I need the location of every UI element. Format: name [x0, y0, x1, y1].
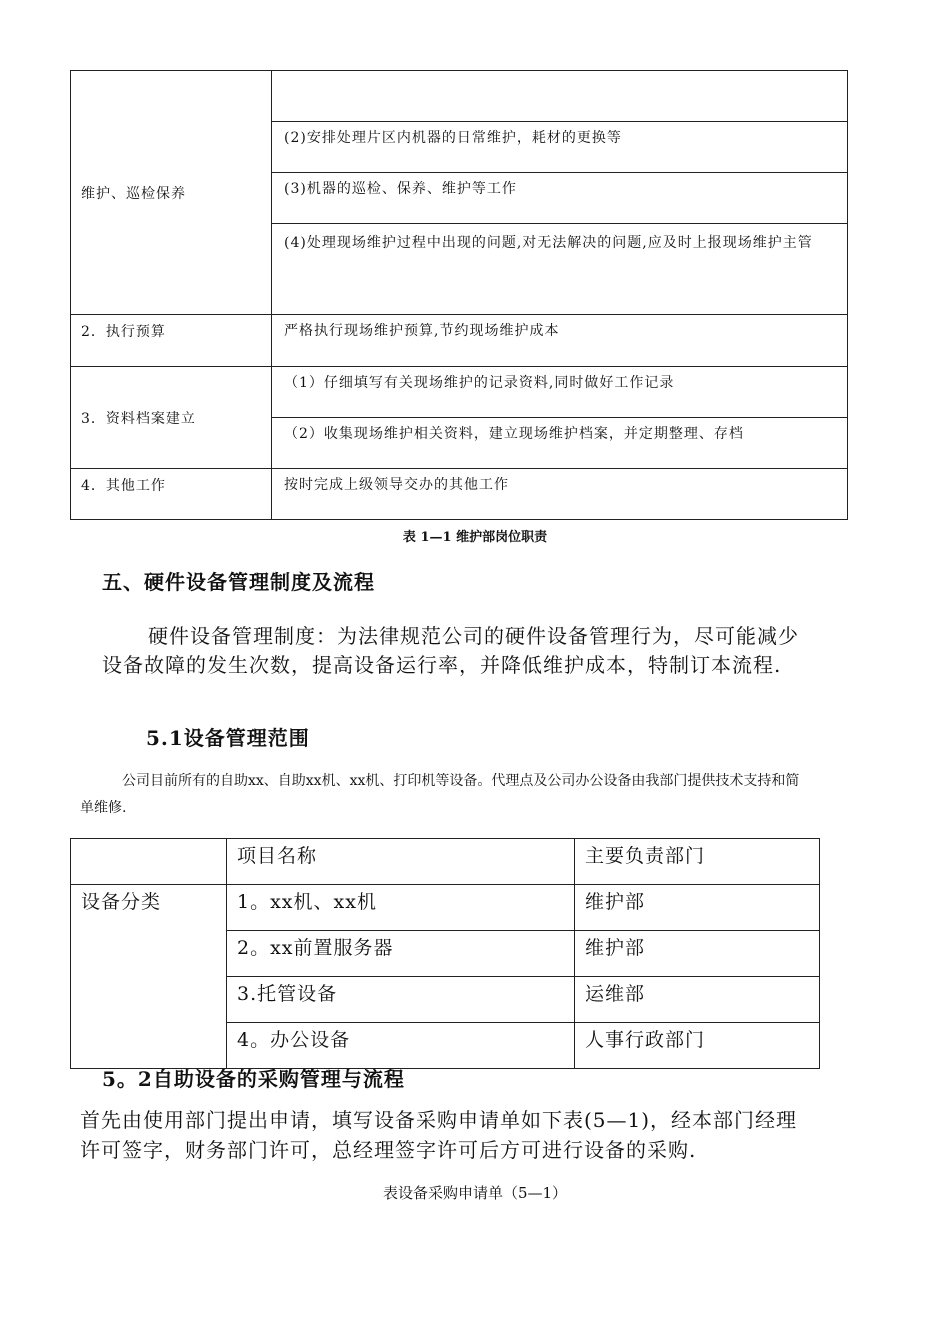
- section5-paragraph: [102, 622, 802, 680]
- duties-label-archive: 3．资料档案建立: [71, 367, 272, 469]
- section51-paragraph-text: 公司目前所有的自助xx、自助xx机、xx机、打印机等设备。代理点及公司办公设备由我部门提供技术支持和简单维修.: [80, 773, 800, 816]
- duties-item: (4)处理现场维护过程中出现的问题,对无法解决的问题,应及时上报现场维护主管: [272, 224, 848, 315]
- section5-paragraph-text: 硬件设备管理制度：为法律规范公司的硬件设备管理行为，尽可能减少设备故障的发生次数，提高设备运行率，并降低维护成本，特制订本流程.: [102, 624, 799, 677]
- equipment-item: 4。办公设备: [227, 1023, 575, 1069]
- section52-paragraph: 首先由使用部门提出申请，填写设备采购申请单如下表(5—1)，经本部门经理许可签字，财务部门许可，总经理签字许可后方可进行设备的采购.: [80, 1108, 798, 1162]
- equipment-item: 1。xx机、xx机: [227, 885, 575, 931]
- equipment-header-blank: [71, 839, 227, 885]
- equipment-dept: 运维部: [575, 977, 820, 1023]
- equipment-dept: 维护部: [575, 931, 820, 977]
- duties-item: （2）收集现场维护相关资料，建立现场维护档案，并定期整理、存档: [272, 418, 848, 469]
- section51-heading: 5.1设备管理范围: [146, 726, 310, 750]
- duties-table: [70, 70, 848, 520]
- equipment-dept: 维护部: [575, 885, 820, 931]
- equipment-item: 2。xx前置服务器: [227, 931, 575, 977]
- equipment-header-item: 项目名称: [227, 839, 575, 885]
- equipment-table: [70, 838, 820, 1069]
- duties-item: [272, 71, 848, 122]
- duties-label-budget: 2．执行预算: [71, 315, 272, 367]
- table1-caption: 表 1—1 维护部岗位职责: [402, 530, 548, 545]
- equipment-item: 3.托管设备: [227, 977, 575, 1023]
- table2-caption: 表设备采购申请单（5—1）: [382, 1184, 568, 1202]
- equipment-dept: 人事行政部门: [575, 1023, 820, 1069]
- equipment-category: 设备分类: [71, 885, 227, 1069]
- equipment-header-dept: 主要负责部门: [575, 839, 820, 885]
- duties-item: （1）仔细填写有关现场维护的记录资料,同时做好工作记录: [272, 367, 848, 418]
- duties-item: (3)机器的巡检、保养、维护等工作: [272, 173, 848, 224]
- section52-heading: 5。2自助设备的采购管理与流程: [102, 1067, 405, 1091]
- duties-item: 严格执行现场维护预算,节约现场维护成本: [272, 315, 848, 367]
- section51-paragraph: [80, 768, 800, 822]
- section5-heading: 五、硬件设备管理制度及流程: [102, 570, 375, 594]
- duties-item: 按时完成上级领导交办的其他工作: [272, 469, 848, 520]
- duties-label-other: 4．其他工作: [71, 469, 272, 520]
- duties-item: (2)安排处理片区内机器的日常维护，耗材的更换等: [272, 122, 848, 173]
- duties-label-maintenance: 维护、巡检保养: [71, 71, 272, 315]
